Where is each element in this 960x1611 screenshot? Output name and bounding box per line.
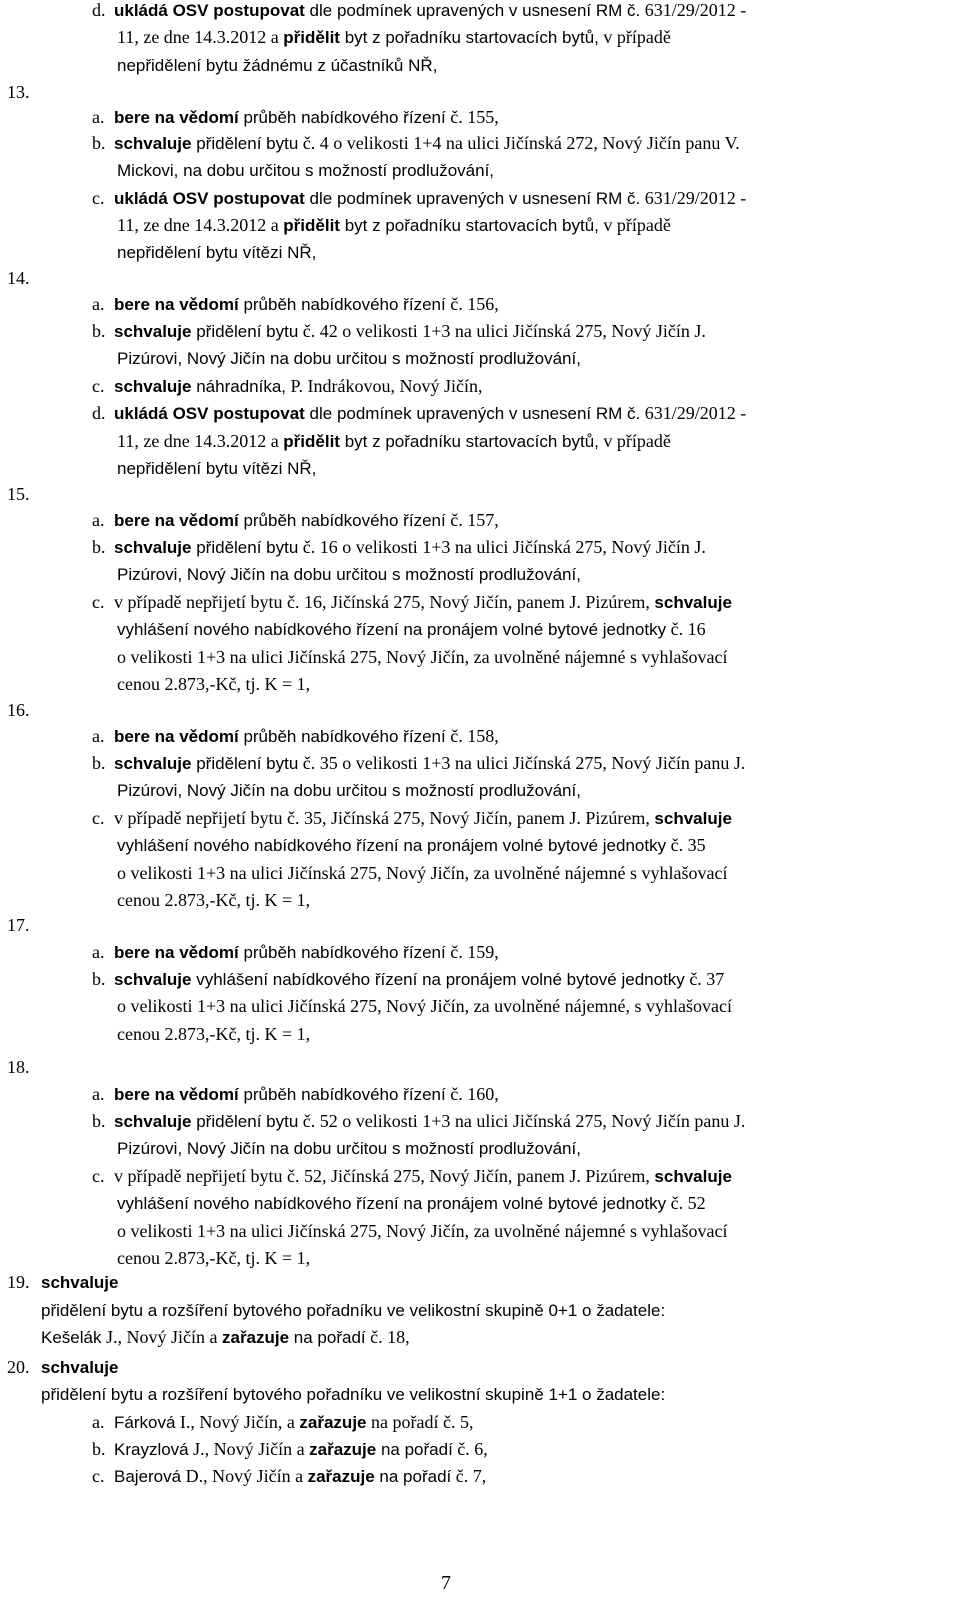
page-number: 7: [441, 1572, 451, 1594]
text-line: a. bere na vědomí průběh nabídkového řízení č. 158,: [92, 726, 499, 746]
item-number: 16.: [7, 700, 30, 720]
item-number: 18.: [7, 1057, 30, 1077]
text-line: Pizúrovi, Nový Jičín na dobu určitou s možností prodlužování,: [117, 349, 581, 368]
text-line: Pizúrovi, Nový Jičín na dobu určitou s možností prodlužování,: [117, 1139, 581, 1158]
text-line: Pizúrovi, Nový Jičín na dobu určitou s možností prodlužování,: [117, 565, 581, 584]
text-line: cenou 2.873,-Kč, tj. K = 1,: [117, 890, 311, 910]
text-line: d. ukládá OSV postupovat dle podmínek upravených v usnesení RM č. 631/29/2012 -: [92, 403, 747, 423]
text-line: c. ukládá OSV postupovat dle podmínek upravených v usnesení RM č. 631/29/2012 -: [92, 188, 747, 208]
text-line: a. bere na vědomí průběh nabídkového řízení č. 156,: [92, 294, 499, 314]
text-line: Kešelák J., Nový Jičín a zařazuje na pořadí č. 18,: [41, 1327, 410, 1347]
text-line: 11, ze dne 14.3.2012 a přidělit byt z pořadníku startovacích bytů, v případě: [117, 431, 671, 451]
text-line: b. schvaluje přidělení bytu č. 42 o velikosti 1+3 na ulici Jičínská 275, Nový Jičín J.: [92, 321, 706, 341]
text-line: cenou 2.873,-Kč, tj. K = 1,: [117, 1248, 311, 1268]
item-number: 15.: [7, 484, 30, 504]
text-line: a. bere na vědomí průběh nabídkového řízení č. 157,: [92, 510, 499, 530]
text-line: o velikosti 1+3 na ulici Jičínská 275, Nový Jičín, za uvolněné nájemné s vyhlašovací: [117, 1221, 728, 1241]
text-line: vyhlášení nového nabídkového řízení na pronájem volné bytové jednotky č. 16: [117, 619, 706, 639]
text-line: nepřidělení bytu vítězi NŘ,: [117, 459, 317, 478]
text-line: c. v případě nepřijetí bytu č. 16, Jičínská 275, Nový Jičín, panem J. Pizúrem, schvaluje: [92, 592, 732, 612]
text-line: d. ukládá OSV postupovat dle podmínek upravených v usnesení RM č. 631/29/2012 -: [92, 0, 747, 20]
text-line: nepřidělení bytu žádnému z účastníků NŘ,: [117, 56, 438, 75]
text-line: 11, ze dne 14.3.2012 a přidělit byt z pořadníku startovacích bytů, v případě: [117, 215, 671, 235]
text-line: a. bere na vědomí průběh nabídkového řízení č. 159,: [92, 942, 499, 962]
text-line: c. schvaluje náhradníka, P. Indrákovou, Nový Jičín,: [92, 376, 483, 396]
text-line: b. schvaluje přidělení bytu č. 4 o velikosti 1+4 na ulici Jičínská 272, Nový Jičín panu V.: [92, 133, 740, 153]
text-line: o velikosti 1+3 na ulici Jičínská 275, Nový Jičín, za uvolněné nájemné, s vyhlašovací: [117, 996, 733, 1016]
text-line: přidělení bytu a rozšíření bytového pořadníku ve velikostní skupině 1+1 o žadatele:: [41, 1385, 666, 1404]
item-number: 14.: [7, 268, 30, 288]
text-line: přidělení bytu a rozšíření bytového pořadníku ve velikostní skupině 0+1 o žadatele:: [41, 1301, 666, 1320]
text-line: c. v případě nepřijetí bytu č. 35, Jičínská 275, Nový Jičín, panem J. Pizúrem, schvaluje: [92, 808, 732, 828]
text-line: b. schvaluje přidělení bytu č. 52 o velikosti 1+3 na ulici Jičínská 275, Nový Jičín panu J.: [92, 1111, 746, 1131]
text-line: o velikosti 1+3 na ulici Jičínská 275, Nový Jičín, za uvolněné nájemné s vyhlašovací: [117, 863, 728, 883]
item-number: 19.: [7, 1272, 30, 1292]
text-line: a. Fárková I., Nový Jičín, a zařazuje na pořadí č. 5,: [92, 1412, 474, 1432]
text-line: schvaluje: [41, 1273, 119, 1292]
text-line: schvaluje: [41, 1358, 119, 1377]
text-line: vyhlášení nového nabídkového řízení na pronájem volné bytové jednotky č. 35: [117, 835, 706, 855]
text-line: c. Bajerová D., Nový Jičín a zařazuje na pořadí č. 7,: [92, 1466, 487, 1486]
text-line: b. schvaluje vyhlášení nabídkového řízení na pronájem volné bytové jednotky č. 37: [92, 969, 725, 989]
text-line: c. v případě nepřijetí bytu č. 52, Jičínská 275, Nový Jičín, panem J. Pizúrem, schvaluje: [92, 1166, 732, 1186]
item-number: 20.: [7, 1357, 30, 1377]
text-line: o velikosti 1+3 na ulici Jičínská 275, Nový Jičín, za uvolněné nájemné s vyhlašovací: [117, 647, 728, 667]
text-line: cenou 2.873,-Kč, tj. K = 1,: [117, 1024, 311, 1044]
text-line: b. schvaluje přidělení bytu č. 35 o velikosti 1+3 na ulici Jičínská 275, Nový Jičín panu J.: [92, 753, 746, 773]
text-line: a. bere na vědomí průběh nabídkového řízení č. 155,: [92, 107, 499, 127]
text-line: b. Krayzlová J., Nový Jičín a zařazuje na pořadí č. 6,: [92, 1439, 488, 1459]
text-line: cenou 2.873,-Kč, tj. K = 1,: [117, 674, 311, 694]
text-line: Mickovi, na dobu určitou s možností prodlužování,: [117, 161, 495, 180]
text-line: 11, ze dne 14.3.2012 a přidělit byt z pořadníku startovacích bytů, v případě: [117, 27, 671, 47]
item-number: 13.: [7, 82, 30, 102]
text-line: Pizúrovi, Nový Jičín na dobu určitou s možností prodlužování,: [117, 781, 581, 800]
text-line: nepřidělení bytu vítězi NŘ,: [117, 243, 317, 262]
text-line: vyhlášení nového nabídkového řízení na pronájem volné bytové jednotky č. 52: [117, 1193, 706, 1213]
text-line: a. bere na vědomí průběh nabídkového řízení č. 160,: [92, 1084, 499, 1104]
text-line: b. schvaluje přidělení bytu č. 16 o velikosti 1+3 na ulici Jičínská 275, Nový Jičín J.: [92, 537, 706, 557]
item-number: 17.: [7, 915, 30, 935]
